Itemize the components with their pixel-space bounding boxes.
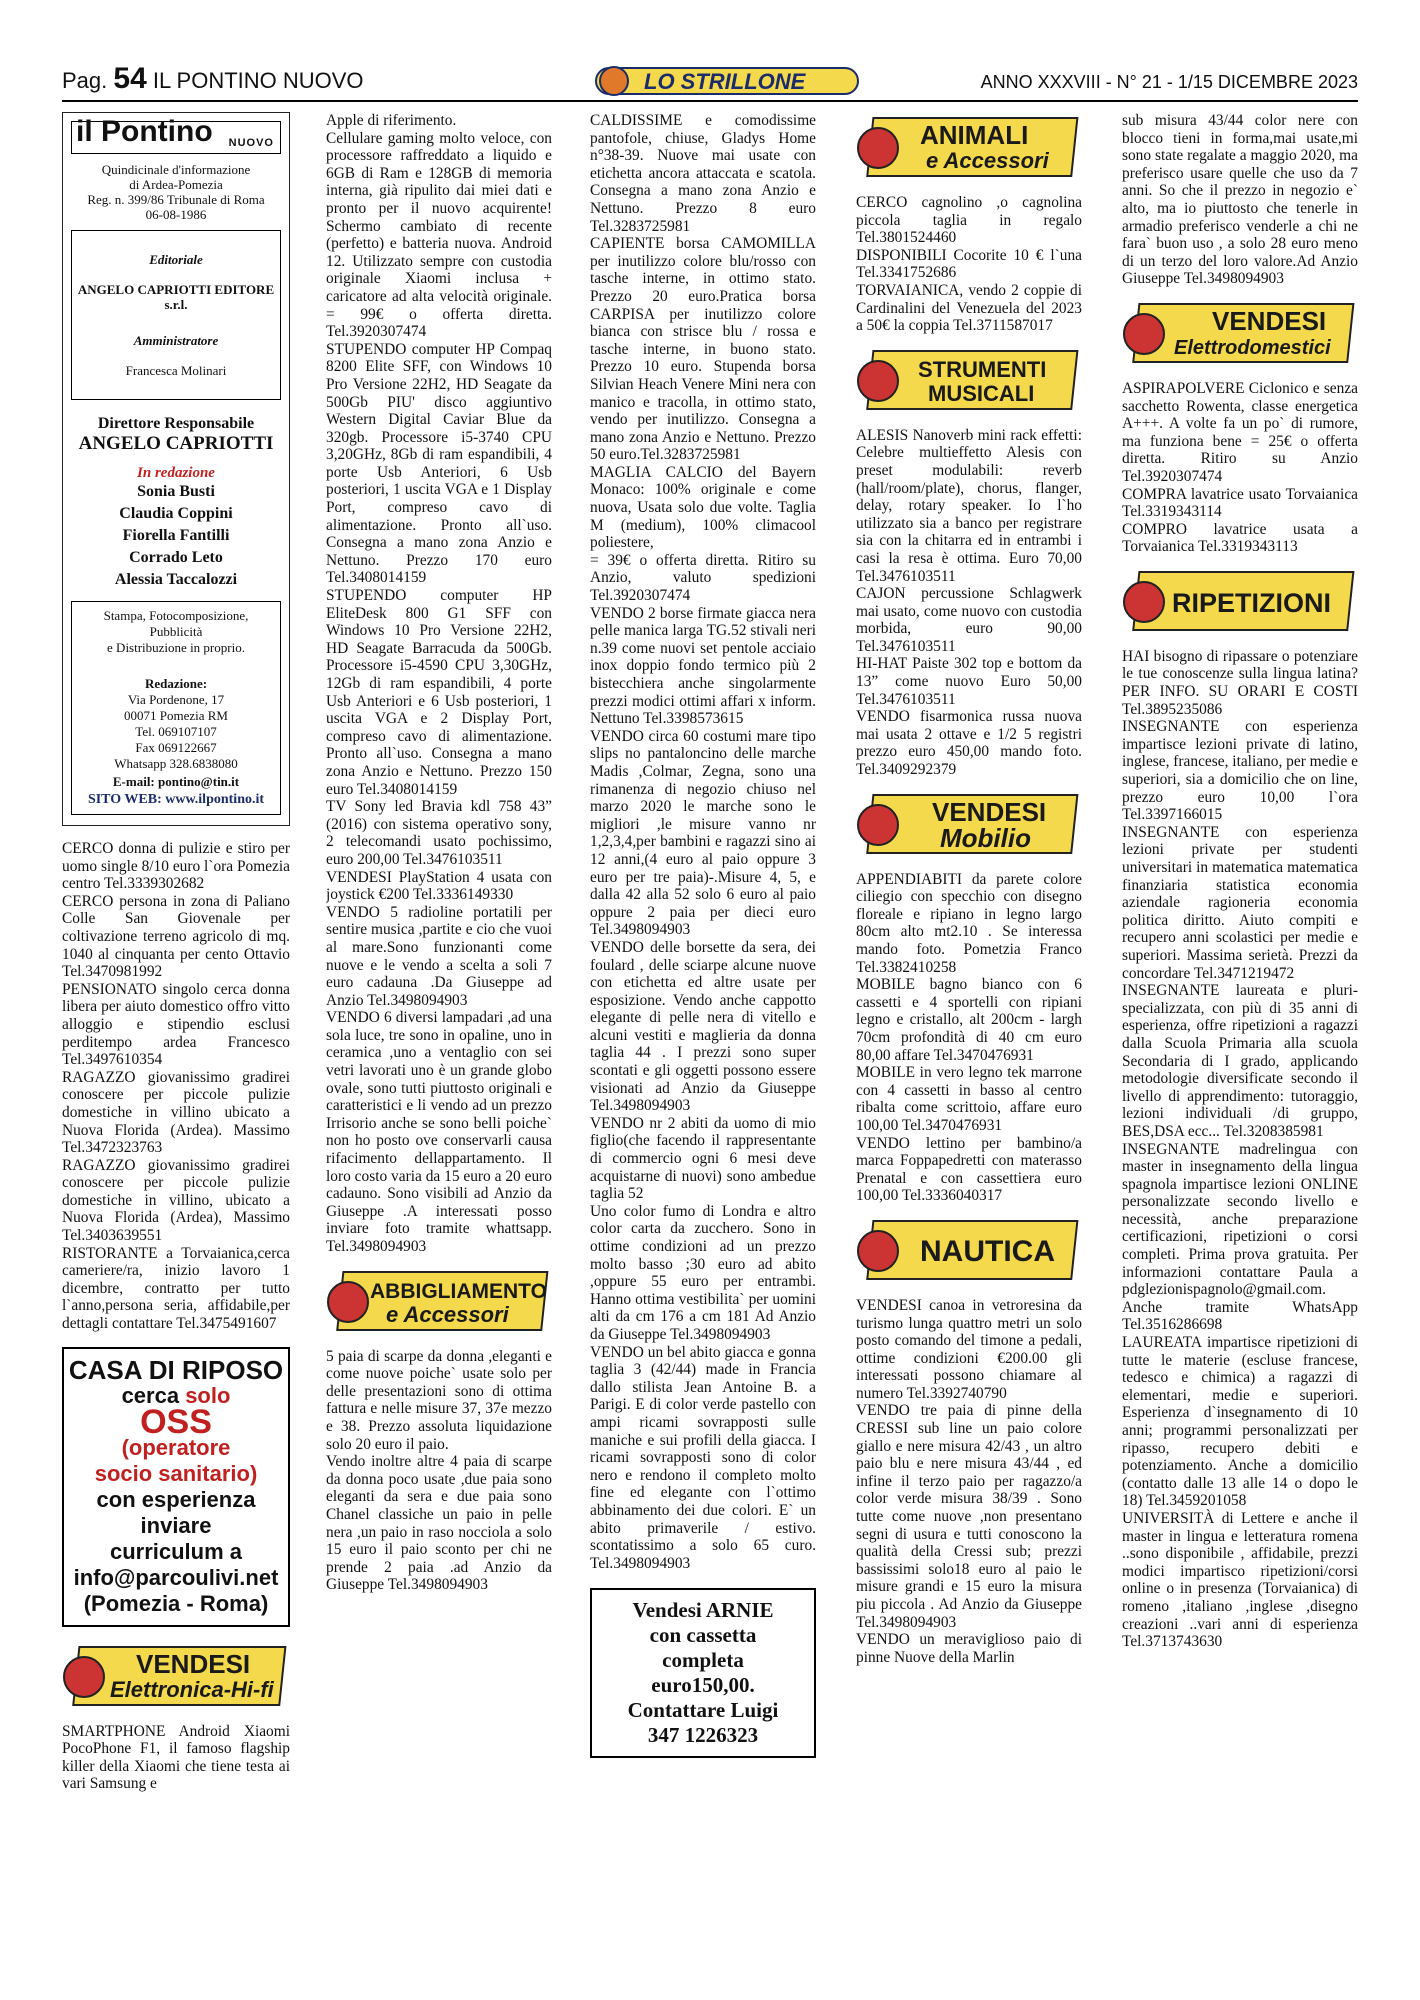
svg-text:NAUTICA: NAUTICA xyxy=(920,1234,1055,1268)
ad-email-link[interactable]: info@parcoulivi.net xyxy=(73,1564,279,1590)
strillone-icon xyxy=(328,1282,368,1322)
ad-line: inviare xyxy=(140,1512,212,1538)
svg-text:Mobilio: Mobilio xyxy=(940,822,1031,853)
column-4 xyxy=(856,112,1082,1982)
svg-text:Elettronica-Hi-fi: Elettronica-Hi-fi xyxy=(110,1676,274,1702)
ad-line: solo xyxy=(185,1382,231,1408)
ad-line: OSS xyxy=(140,1402,212,1441)
direttore-name: ANGELO CAPRIOTTI xyxy=(78,433,274,454)
strillone-icon xyxy=(64,1657,104,1697)
ad-line: con esperienza xyxy=(96,1486,256,1512)
banner-elettrodomestici xyxy=(1122,298,1358,368)
svg-text:RIPETIZIONI: RIPETIZIONI xyxy=(1172,587,1332,618)
website-label: SITO WEB: xyxy=(87,792,162,807)
banner-mobilio xyxy=(856,789,1082,859)
stampa-info: Stampa, Fotocomposizione, Pubblicità e Distribuzione in proprio. xyxy=(103,608,249,655)
ad-line: (Pomezia - Roma) xyxy=(83,1590,269,1616)
masthead xyxy=(62,112,290,826)
strillone-icon xyxy=(858,361,898,401)
classifieds-strumenti: ALESIS Nanoverb mini rack effetti: Celebre multieffetto Alesis con preset modulabili: reverb (hall/room/plate), chorus, flanger, delay, rotary speaker. Io l`ho utilizzato sia a banco per registrare sia con la chitarra ed in entrambi i casi la resa è ottima. Euro 70,00 Tel.3476103511 CAJON percussione Schlagwerk mai usato, come nuovo con custodia morbida, euro 90,00 Tel.3476103511 HI-HAT Paiste 302 top e bottom da 13” come nuovo Euro 50,00 Tel.3476103511 VENDO fisarmonica russa nuova mai usata 2 ottave e 1/2 5 registri prezzo euro 450,00 mando foto. Tel.3409292379 xyxy=(856,426,1082,779)
svg-text:e Accessori: e Accessori xyxy=(926,148,1049,173)
strillone-icon xyxy=(858,1231,898,1271)
masthead-info: Quindicinale d'informazione di Ardea-Pomezia Reg. n. 399/86 Tribunale di Roma 06-08-1986 xyxy=(87,162,265,222)
redazione-label: In redazione xyxy=(137,465,215,481)
banner-elettronica xyxy=(62,1641,290,1711)
banner-strumenti-graphic xyxy=(856,345,1082,415)
editoriale-name: ANGELO CAPRIOTTI EDITORE s.r.l. xyxy=(77,282,275,312)
banner-ripetizioni-graphic xyxy=(1122,566,1358,636)
strillone-icon xyxy=(858,805,898,845)
header-rule xyxy=(62,100,1358,102)
banner-abbigliamento-graphic xyxy=(326,1266,552,1336)
column-5 xyxy=(1122,112,1358,1982)
classifieds-elettronica-1: SMARTPHONE Android Xiaomi PocoPhone F1, il famoso flagship killer della Xiaomi che tiene testa ai vari Samsung e xyxy=(62,1722,290,1793)
classifieds-nautica-2: sub misura 43/44 color nere con blocco tieni in forma,mai usate,mi sono state regalate a maggio 2020, ma preferisco usare quelle che uso da 7 anni. So che il prezzo in negozio e` alto, ma io piuttosto che tenerle in armadio preferisco venderle a chi ne fara` buon uso , a solo 28 euro meno di un terzo del loro valore.Ad Anzio Giuseppe Tel.3498094903 xyxy=(1122,112,1358,288)
paper-name: IL PONTINO NUOVO xyxy=(152,68,364,93)
email-link[interactable]: pontino@tin.it xyxy=(158,774,240,789)
page-header xyxy=(62,62,1358,100)
redazione-address: Via Pordenone, 17 00071 Pomezia RM Tel. 069107107 Fax 069122667 Whatsapp 328.6838080 xyxy=(114,692,238,771)
banner-animali xyxy=(856,112,1082,182)
page-number: 54 xyxy=(113,62,147,95)
classifieds-nautica-1: VENDESI canoa in vetroresina da turismo lunga quattro metri un solo posto comando del timone a pedali, ottime condizioni €200.00 gli interessati possono chiamare al numero Tel.3392740790 VENDO tre paia di pinne della CRESSI sub line un paio colore giallo e nere misura 42/43 , un altro paio blu e nere misura 43/44 , ed infine il terzo paio per ragazzo/a color verde misura 38/39 . Sono tutte come nuove ,non presentano segni di usura e tutti conoscono la qualità della Cressi sub; prezzi bassissimi solo18 euro al paio le misure grandi e 15 euro la misura piu piccola . Ad Anzio da Giuseppe Tel.3498094903 VENDO un meraviglioso paio di pinne Nuove della Marlin xyxy=(856,1296,1082,1666)
banner-mobilio-graphic xyxy=(856,789,1082,859)
lo-strillone-logo xyxy=(592,62,862,100)
column-1 xyxy=(62,112,290,1982)
strillone-icon xyxy=(1124,582,1164,622)
website-link[interactable]: www.ilpontino.it xyxy=(165,792,265,807)
direttore-label: Direttore Responsabile xyxy=(97,415,255,432)
banner-abbigliamento xyxy=(326,1266,552,1336)
svg-text:STRUMENTI: STRUMENTI xyxy=(918,356,1047,382)
classifieds-abbigliamento-1: 5 paia di scarpe da donna ,eleganti e come nuove poiche` usate solo per delle presentazioni sono di ottima fattura e nelle misure 37, 37e mezzo e 38. Prezzo assoluta liquidazione solo 20 euro il paio. Vendo inoltre altre 4 paia di scarpe da donna poco usate ,due paia sono eleganti da sera e due paia sono Chanel classiche un paio in pelle nera ,un paio in raso nocciola a solo 15 euro il paio sconto per chi ne prende 2 paia .ad Anzio da Giuseppe Tel.3498094903 xyxy=(326,1347,552,1594)
amministratore-label: Amministratore xyxy=(133,333,219,348)
banner-nautica xyxy=(856,1215,1082,1285)
svg-text:e Accessori: e Accessori xyxy=(386,1301,509,1327)
classifieds-animali: CERCO cagnolino ,o cagnolina piccola taglia in regalo Tel.3801524460 DISPONIBILI Cocorite 10 € l`una Tel.3341752686 TORVAIANICA, vendo 2 coppie di Cardinalini del Venezuela del 2023 a 50€ la coppia Tel.3711587017 xyxy=(856,194,1082,335)
strillone-icon xyxy=(858,128,898,168)
svg-text:ANIMALI: ANIMALI xyxy=(920,120,1029,150)
amministratore-name: Francesca Molinari xyxy=(125,363,227,378)
masthead-subtitle: NUOVO xyxy=(228,137,274,149)
svg-text:MUSICALI: MUSICALI xyxy=(928,380,1035,406)
email-label: E-mail: xyxy=(112,774,155,789)
classifieds-lavoro: CERCO donna di pulizie e stiro per uomo single 8/10 euro l`ora Pomezia centro Tel.3339302682 CERCO persona in zona di Paliano Colle San Giovenale per coltivazione terreno agricolo di mq. 1040 al cinquanta per cento Ottavio Tel.3470981992 PENSIONATO singolo cerca donna libera per aiuto domestico offro vitto alloggio e stipendio esclusi perditempo ardea Francesco Tel.3497610354 RAGAZZO giovanissimo gradirei conoscere per piccole pulizie domestiche in villino ubicato a Nuova Florida (Ardea). Massimo Tel.3472323763 RAGAZZO giovanissimo gradirei conoscere per piccole pulizie domestiche in villino, ubicato a Nuova Florida (Ardea), Massimo Tel.3403639551 RISTORANTE a Torvaianica,cerca cameriere/ra, inizio lavoro 1 dicembre, contratto per tutto l`anno,persona seria, affidabile,per dettagli contattare Tel.3475491607 xyxy=(62,840,290,1333)
banner-nautica-graphic xyxy=(856,1215,1082,1285)
classifieds-abbigliamento-2: CALDISSIME e comodissime pantofole, chiuse, Gladys Home n°38-39. Nuove mai usate con etichetta ancora attaccata e scatola. Consegna a mano zona Anzio e Nettuno. Prezzo 8 euro Tel.3283725981 CAPIENTE borsa CAMOMILLA per inutilizzo colore blu/rosso con tasche interne, in ottimo stato. Prezzo 20 euro.Pratica borsa CARPISA per inutilizzo colore bianca con strisce blu / rossa e tasche interne, in buono stato. Prezzo 10 euro. Stupenda borsa Silvian Heach Venere Mini nera con manico e tracolla, in ottimo stato, vendo per inutilizzo. Consegna a mano zona Anzio e Nettuno. Prezzo 50 euro.Tel.3283725981 MAGLIA CALCIO del Bayern Monaco: 100% originale e come nuova, Usata solo due volte. Taglia M (medium), 100% climacool poliestere, = 39€ o offerta diretta. Ritiro su Anzio, valuto spedizioni Tel.3920307474 VENDO 2 borse firmate giacca nera pelle manica larga TG.52 stivali neri n.39 come nuovi set pentole acciaio inox doppio fondo termico più 2 bistecchiera anche singolarmente prezzi modici ottimi affari x inform. Nettuno Tel.3398573615 VENDO circa 60 costumi mare tipo slips no pantaloncino delle marche Madis ,Colmar, Zegna, sono una rimanenza di negozio chiuso nel marzo 2020 le marche sono le migliori ,le misure vanno nr 1,2,3,4,per bambini e ragazzi sino ai 12 anni,(4 euro al paio oppure 3 euro per tre paia)-.Misure 4, 5, e dalla 42 alla 52 solo 6 euro al paio oppure 2 paia per dieci euro Tel.3498094903 VENDO delle borsette da sera, dei foulard , delle sciarpe alcune nuove con etichetta ed altre usate per esposizione. Vendo anche cappotto elegante di pelle nera di vitello e alcuni vestiti e maglieria da donna taglia 44 . I prezzi sono super scontati e gli oggetti possono essere visionati ad Anzio da Giuseppe Tel.3498094903 VENDO nr 2 abiti da uomo di mio figlio(che facendo il rappresentante di commercio ogni 6 mesi deve acquistarne di nuovi) sono ambedue taglia 52 Uno color fumo di Londra e altro color carta da zucchero. Sono in ottime condizioni ad un prezzo molto basso ;30 euro ad abito ,oppure 55 euro per entrambi. Hanno ottima vestibilita` per uomini alti da cm 176 a cm 181 Ad Anzio da Giuseppe Tel.3498094903 VENDO un bel abito giacca e gonna taglia 3 (42/44) made in Francia dallo stilista Jean Antoine B. a Parigi. E di color verde pastello con ampi ricami sovrapposti sulle maniche e sui profili della giacca. I ricami sovrapposti sono di color nero e rendono il completo molto fine ed elegante con l`ottimo abbinamento dei due colori. E` un abito primaverile / estivo. scontatissimo a solo 65 curo. Tel.3498094903 xyxy=(590,112,816,1572)
column-2 xyxy=(326,112,552,1982)
issue-info: ANNO XXXVIII - N° 21 - 1/15 DICEMBRE 2023 xyxy=(980,72,1358,92)
director-block xyxy=(71,414,281,454)
column-3 xyxy=(590,112,816,1982)
contact-box xyxy=(71,601,281,815)
svg-text:Elettrodomestici: Elettrodomestici xyxy=(1174,336,1331,359)
ad-line: curriculum a xyxy=(109,1538,243,1564)
logo-text: LO STRILLONE xyxy=(644,69,806,94)
banner-elettronica-graphic xyxy=(62,1641,290,1711)
masthead-title: il Pontino NUOVO xyxy=(71,121,281,154)
redazione-address-label: Redazione: xyxy=(144,676,208,691)
editoriale-label: Editoriale xyxy=(149,252,203,267)
strillone-icon xyxy=(1124,314,1164,354)
ad-line: socio sanitario) xyxy=(94,1460,258,1486)
banner-ripetizioni xyxy=(1122,566,1358,636)
banner-strumenti xyxy=(856,345,1082,415)
classifieds-elettrodomestici: ASPIRAPOLVERE Ciclonico e senza sacchetto Rowenta, classe energetica A+++. A volte fa un po` di rumore, ma funziona bene = 25€ o offerta diretta. Ritiro su Anzio Tel.3920307474 COMPRA lavatrice usato Torvaianica Tel.3319343114 COMPRO lavatrice usata a Torvaianica Tel.3319343113 xyxy=(1122,379,1358,556)
ad-arnie: Vendesi ARNIE con cassetta completa euro150,00. Contattare Luigi 347 1226323 xyxy=(590,1588,816,1758)
svg-text:VENDESI: VENDESI xyxy=(136,1648,251,1679)
banner-animali-graphic xyxy=(856,112,1082,182)
classifieds-elettronica-2: Apple di riferimento. Cellulare gaming molto veloce, con processore raffreddato a liquido e 6GB di Ram e 128GB di memoria interna, già ripulito dai miei dati e pronto per il nuovo acquirente! Schermo cambiato di recente (perfetto) e batteria nuova. Android 12. Utilizzato sempre con custodia originale Xiaomi inclusa + caricatore ad alta velocità originale. = 99€ o offerta diretta. Tel.3920307474 STUPENDO computer HP Compaq 8200 Elite SFF, con Windows 10 Pro Versione 22H2, HD Seagate da 500Gb PIU' disco aggiuntivo Western Digital Caviar Blue da 320gb. Processore i5-3740 CPU 3,20GHz, 8Gb di ram espandibili, 4 porte Usb Anteriori, 6 Usb posteriori, 1 uscita VGA e 1 Display Port, compreso cavo di alimentazione. Pronto all`uso. Consegna a mano zona Anzio e Nettuno. Prezzo 170 euro Tel.3408014159 STUPENDO computer HP EliteDesk 800 G1 SFF con Windows 10 Pro Versione 22H2, HD Seagate Barracuda da 500Gb. Processore i5-4590 CPU 3,30GHz, 12Gb di ram espandibili, 4 porte Usb Anteriori e 6 Usb posteriori, 1 uscita VGA e 2 Display Port, compreso cavo di alimentazione. Pronto all`uso. Consegna a mano zona Anzio e Nettuno. Prezzo 150 euro Tel.3408014159 TV Sony led Bravia kdl 758 43” (2016) con sistema operativo sony, 2 telecomandi usato pochissimo, euro 200,00 Tel.3476103511 VENDESI PlayStation 4 usata con joystick €200 Tel.3336149330 VENDO 5 radioline portatili per sentire musica ,partite e cio che vuoi al mare.Sono funzionanti come nuove e le vendo a scelta a soli 7 euro cadauna .Da Giuseppe ad Anzio Tel.3498094903 VENDO 6 diversi lampadari ,ad una sola luce, tre sono in opaline, uno in ceramica ,uno a ventaglio con sei vetri lavorati uno è un grande globo ovale, sono tutti piuttosto originali e caratteristici e li vendo ad un prezzo Irrisorio anche se sono belli poiche` non ho posto ove conservarli causa rifacimento dellappartamento. Il loro costo varia da 15 euro a 20 euro cadauno. Sono visibili ad Anzio da Giuseppe .A interessati posso inviare foto tramite whattsapp. Tel.3498094903 xyxy=(326,112,552,1255)
ad-line: cerca xyxy=(121,1382,186,1408)
classifieds-ripetizioni: HAI bisogno di ripassare o potenziare le tue conoscenze sulla lingua latina? PER INFO. SU ORARI E COSTI Tel.3895235086 INSEGNANTE con esperienza impartisce lezioni private di latino, inglese, francese, italiano, per medie e superiori, sia a domicilio che on line, prezzo euro 10,00 l`ora Tel.3397166015 INSEGNANTE con esperienza lezioni private per studenti universitari in matematica matematica finanziaria statistica economia aziendale ragioneria economia politica diritto. Aiuto compiti e recupero anni scolastici per medie e superiori. Massima serietà. Prezzi da concordare Tel.3471219472 INSEGNANTE laureata e pluri-specializzata, con più di 35 anni di esperienza, offre ripetizioni a ragazzi dalla Scuola Primaria alla scuola Secondaria di I grado, applicando metodologie diversificate secondo il livello di apprendimento: tutoraggio, lezioni individuali /di gruppo, BES,DSA ecc... Tel.3208385981 INSEGNANTE madrelingua con master in insegnamento della lingua spagnola impartisce lezioni ONLINE personalizzate secondo livello e necessità, anche preparazione certificazioni, ripetizioni o corsi completi. Prima prova gratuita. Per informazioni contattare Paula a pdglezionispagnolo@gmail.com. Anche tramite WhatsApp Tel.3516286698 LAUREATA impartisce ripetizioni di tutte le materie (escluse francese, tedesco e chimica) a ragazzi di elementari, medie e superiori. Esperienza d`insegnamento di 10 anni; programmi personalizzati per ripasso, recupero debiti e potenziamento. Anche a domicilio (contatto dalle 13 alle 14 o dopo le 18) Tel.3459201058 UNIVERSITÀ di Lettere e anche il master in lingua e letteratura romena ..sono disponibile , affidabile, prezzi modici impartisco ripetizioni/corsi online o in presenza (Torvaianica) di romeno ,italiano ,inglese ,disegno creazioni ..vari anni di esperienza Tel.3713743630 xyxy=(1122,647,1358,1651)
svg-text:VENDESI: VENDESI xyxy=(1212,305,1327,336)
staff-list: Sonia Busti Claudia Coppini Fiorella Fantilli Corrado Leto Alessia Taccalozzi xyxy=(114,483,238,588)
ad-line: CASA DI RIPOSO xyxy=(68,1354,284,1385)
banner-elettrodomestici-graphic xyxy=(1122,298,1358,368)
ad-casa-di-riposo xyxy=(62,1347,290,1627)
classifieds-mobilio: APPENDIABITI da parete colore ciliegio con specchio con disegno floreale e ripiano in legno largo 80cm alto mt2.10 . Se interessa mando foto. Pometzia Franco Tel.3382410258 MOBILE bagno bianco con 6 cassetti e 4 sportelli con ripiani legno e cristallo, alt 200cm - largh 70cm profondità di 40 cm euro 80,00 affare Tel.3470476931 MOBILE in vero legno tek marrone con 4 cassetti in basso al centro ribalta come scrittoio, affare euro 100,00 Tel.3470476931 VENDO lettino per bambino/a marca Foppapedretti con materasso Prenatal e con cassettiera euro 100,00 Tel.3336040317 xyxy=(856,870,1082,1205)
ad-line: (operatore xyxy=(121,1434,231,1460)
editor-box xyxy=(71,230,281,400)
svg-text:ABBIGLIAMENTO: ABBIGLIAMENTO xyxy=(370,1279,547,1303)
svg-text:VENDESI: VENDESI xyxy=(932,796,1047,827)
page-number-label: Pag. 54 IL PONTINO NUOVO xyxy=(62,62,364,95)
